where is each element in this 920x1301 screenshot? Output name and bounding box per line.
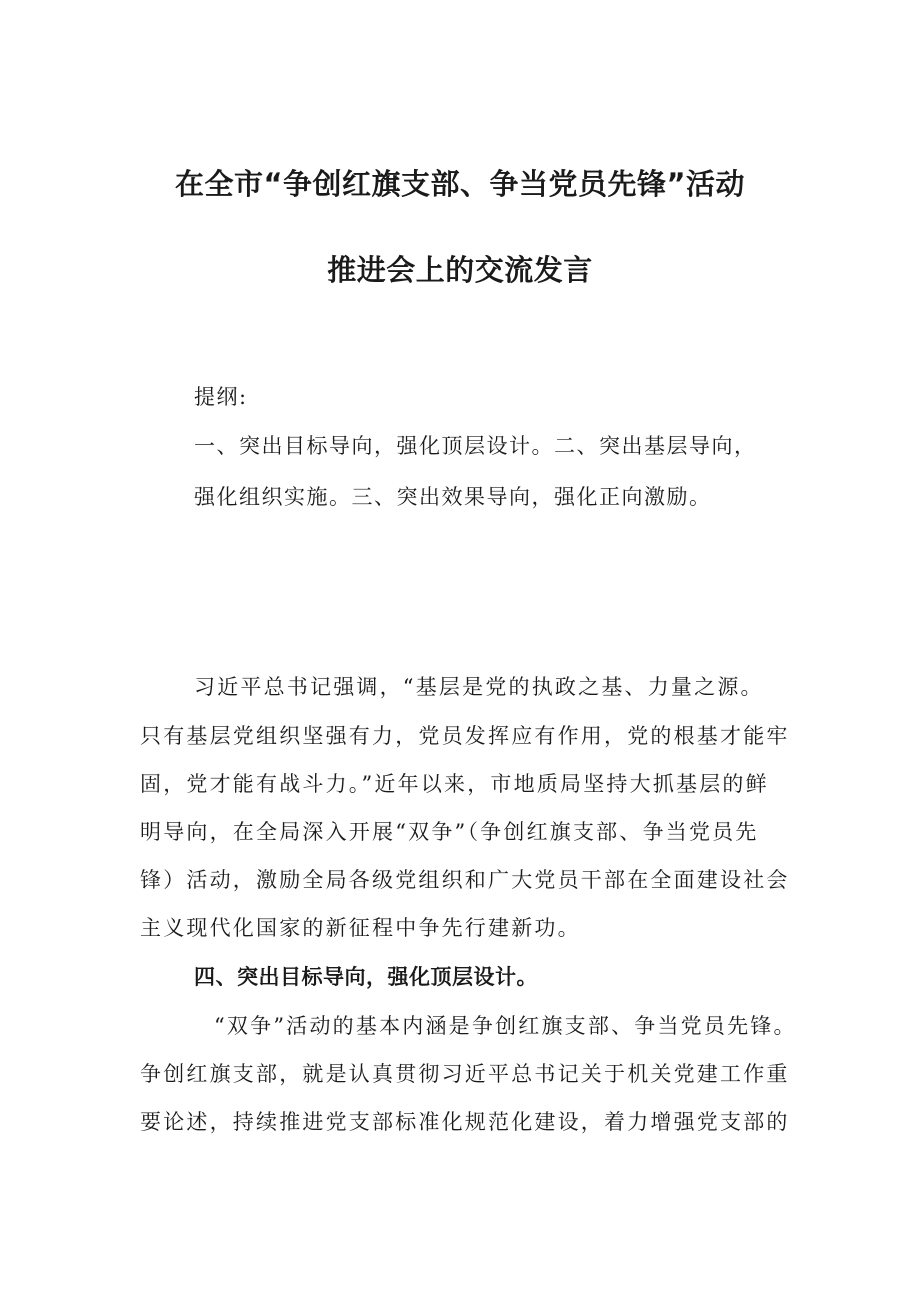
outline-line-2: 强化组织实施。三、突出效果导向，强化正向激励。 (194, 485, 712, 509)
paragraph-1-line-6: 主义现代化国家的新征程中争先行建新功。 (140, 916, 581, 940)
document-title-line-2: 推进会上的交流发言 (327, 253, 593, 287)
paragraph-1-line-1: 习近平总书记强调，“基层是党的执政之基、力量之源。 (194, 675, 764, 699)
paragraph-2-line-2: 争创红旗支部，就是认真贯彻习近平总书记关于机关党建工作重 (140, 1062, 790, 1086)
paragraph-2-line-1: “双争”活动的基本内涵是争创红旗支部、争当党员先锋。 (214, 1014, 797, 1038)
outline-line-1: 一、突出目标导向，强化顶层设计。二、突出基层导向， (194, 434, 757, 458)
paragraph-1-line-2: 只有基层党组织坚强有力，党员发挥应有作用，党的根基才能牢 (140, 724, 790, 748)
paragraph-1-line-3: 固，党才能有战斗力。”近年以来，市地质局坚持大抓基层的鲜 (140, 772, 769, 796)
paragraph-1-line-5: 锋）活动，激励全局各级党组织和广大党员干部在全面建设社会 (140, 868, 790, 892)
paragraph-2-line-3: 要论述，持续推进党支部标准化规范化建设，着力增强党支部的 (140, 1110, 790, 1134)
section-heading: 四、突出目标导向，强化顶层设计。 (194, 965, 538, 989)
outline-label: 提纲: (194, 385, 248, 409)
paragraph-1-line-4: 明导向，在全局深入开展“双争”（争创红旗支部、争当党员先 (140, 820, 759, 844)
document-title-line-1: 在全市“争创红旗支部、争当党员先锋”活动 (174, 167, 746, 201)
